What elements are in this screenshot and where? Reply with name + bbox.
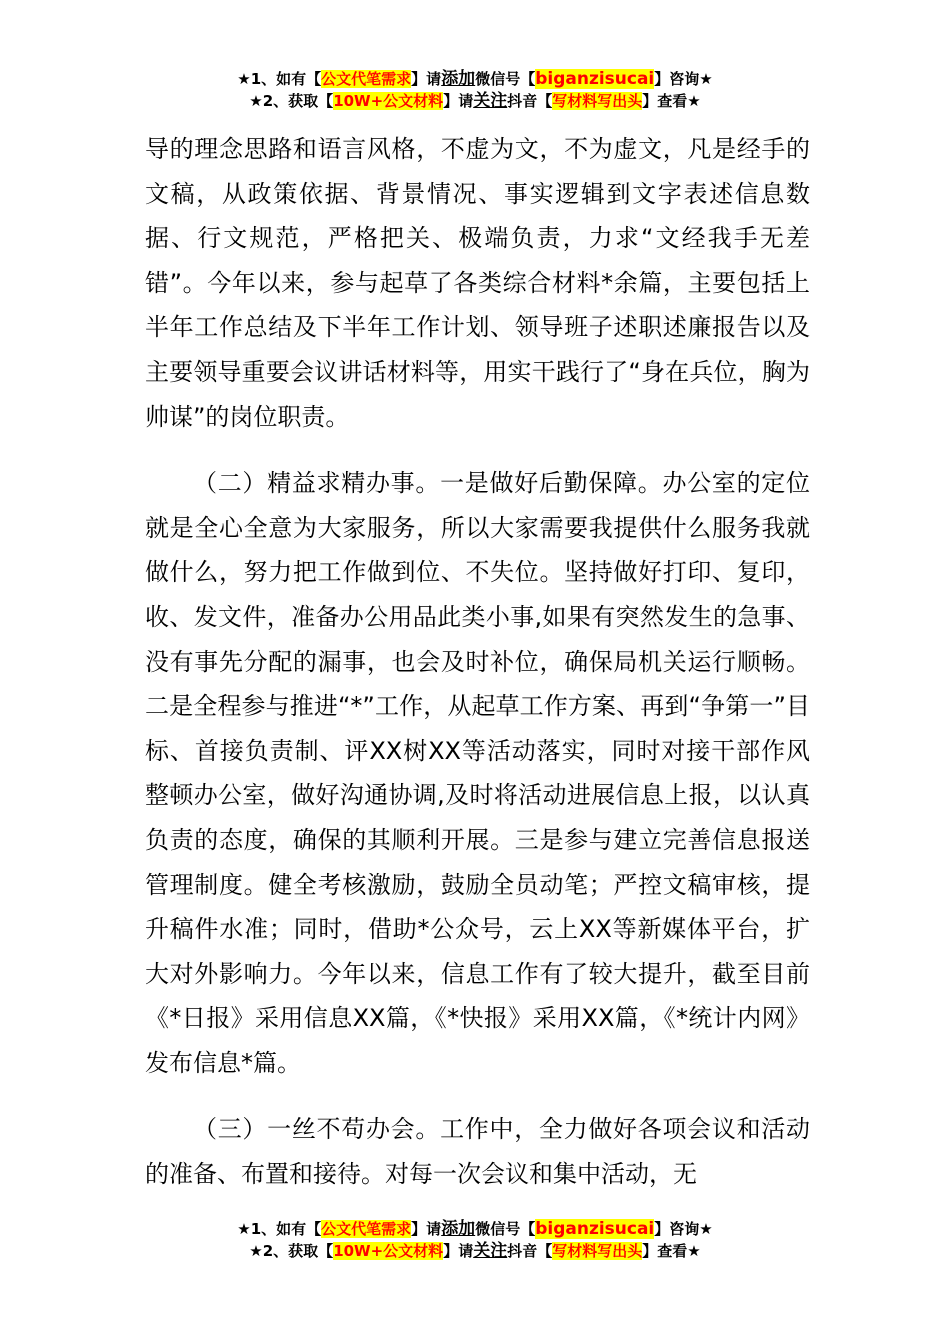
document-body [145,127,810,1197]
header-banner [0,68,950,112]
banner-line-2: ★2、获取【10W+公文材料】请关注抖音【写材料写出头】查看★ [249,91,701,111]
paragraph-section-3: （三）一丝不苟办会。工作中，全力做好各项会议和活动的准备、布置和接待。对每一次会议和集中活动，无 [145,1115,810,1189]
footer-line-1: ★1、如有【公文代笔需求】请添加微信号【biganzisucai】咨询★ [237,1219,713,1239]
footer-banner [0,1218,950,1262]
footer-line-2: ★2、获取【10W+公文材料】请关注抖音【写材料写出头】查看★ [249,1241,701,1261]
paragraph-section-2: （二）精益求精办事。一是做好后勤保障。办公室的定位就是全心全意为大家服务，所以大家需要我提供什么服务我就做什么，努力把工作做到位、不失位。坚持做好打印、复印，收、发文件，准备办公用品此类小事,如果有突然发生的急事、没有事先分配的漏事，也会及时补位，确保局机关运行顺畅。二是全程参与推进“*”工作，从起草工作方案、再到“争第一”目标、首接负责制、评XX树XX等活动落实，同时对接干部作风整顿办公室，做好沟通协调,及时将活动进展信息上报，以认真负责的态度，确保的其顺利开展。三是参与建立完善信息报送管理制度。健全考核激励，鼓励全员动笔；严控文稿审核，提升稿件水准；同时，借助*公众号，云上XX等新媒体平台，扩大对外影响力。今年以来，信息工作有了较大提升，截至目前《*日报》采用信息XX篇，《*快报》采用XX篇，《*统计内网》发布信息*篇。 [145,469,810,1077]
highlight-douyin-name: 写材料写出头 [552,92,643,110]
highlight-materials: 10W+公文材料 [333,92,444,110]
highlight-service: 公文代笔需求 [321,70,412,88]
banner-line-1: ★1、如有【公文代笔需求】请添加微信号【biganzisucai】咨询★ [237,69,713,89]
highlight-wechat-id: biganzisucai [535,69,655,89]
paragraph-continuation: 导的理念思路和语言风格，不虚为文，不为虚文，凡是经手的文稿，从政策依据、背景情况、事实逻辑到文字表述信息数据、行文规范，严格把关、极端负责，力求“文经我手无差错”。今年以来，参与起草了各类综合材料*余篇，主要包括上半年工作总结及下半年工作计划、领导班子述职述廉报告以及主要领导重要会议讲话材料等，用实干践行了“身在兵位，胸为帅谋”的岗位职责。 [145,135,810,431]
